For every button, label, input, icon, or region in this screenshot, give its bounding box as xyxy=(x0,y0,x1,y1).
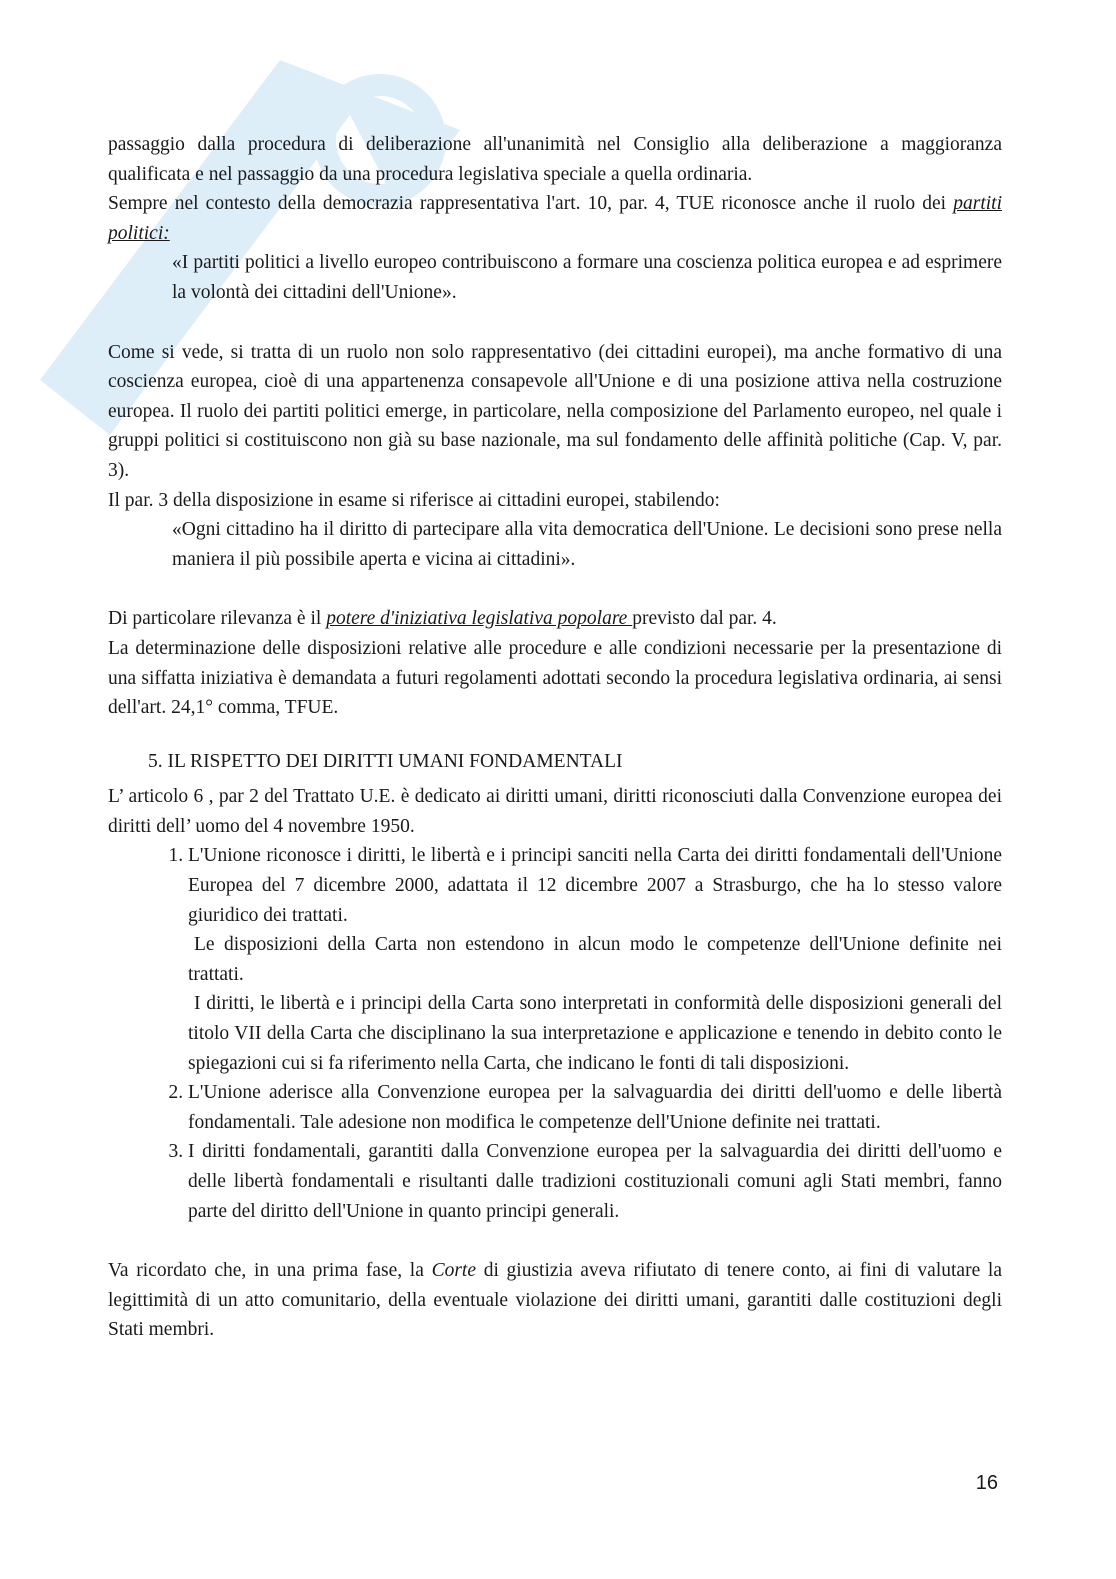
paragraph: Come si vede, si tratta di un ruolo non solo rappresentativo (dei cittadini europei), ma anche formativo di una coscienza europea, cioè di una appartenenza consapevole all'Unione e di una posizione attiva nella costruzione europea. Il ruolo dei partiti politici emerge, in particolare, nella composizione del Parlamento europeo, nel quale i gruppi politici si costituiscono non già su base nazionale, ma sul fondamento delle affinità politiche (Cap. V, par. 3). xyxy=(108,341,1002,481)
page-number: 16 xyxy=(975,1472,998,1494)
paragraph: passaggio dalla procedura di deliberazione all'unanimità nel Consiglio alla deliberazione a maggioranza qualificata e nel passaggio da una procedura legislativa speciale a quella ordinaria. xyxy=(108,134,1002,185)
quote-block: «Ogni cittadino ha il diritto di partecipare alla vita democratica dell'Unione. Le decisioni sono prese nella maniera il più possibile aperta e vicina ai cittadini». xyxy=(172,519,1002,570)
section-heading: 5. IL RISPETTO DEI DIRITTI UMANI FONDAMENTALI xyxy=(148,750,623,772)
iniziativa-legislativa-link: potere d'iniziativa legislativa popolare xyxy=(326,608,633,630)
numbered-list xyxy=(108,841,1002,1226)
quote-block: «I partiti politici a livello europeo contribuiscono a formare una coscienza politica europea e ad esprimere la volontà dei cittadini dell'Unione». xyxy=(172,252,1002,303)
paragraph: L’ articolo 6 , par 2 del Trattato U.E. è dedicato ai diritti umani, diritti riconosciuti dalla Convenzione europea dei diritti dell’ uomo del 4 novembre 1950. xyxy=(108,786,1002,837)
document-page xyxy=(108,130,1002,1345)
list-item: 3. I diritti fondamentali, garantiti dalla Convenzione europea per la salvaguardia dei diritti dell'uomo e delle libertà fondamentali e risultanti dalle tradizioni costituzionali comuni agli Stati membri, fanno parte del diritto dell'Unione in quanto principi generali. xyxy=(188,1137,1002,1226)
paragraph: Va ricordato che, in una prima fase, la Corte di giustizia aveva rifiutato di tenere conto, ai fini di valutare la legittimità di un atto comunitario, della eventuale violazione dei diritti umani, garantiti dalle costituzioni degli Stati membri. xyxy=(108,1260,1002,1341)
paragraph: Di particolare rilevanza è il potere d'iniziativa legislativa popolare previsto dal par. 4. xyxy=(108,608,777,630)
paragraph: La determinazione delle disposizioni relative alle procedure e alle condizioni necessarie per la presentazione di una siffatta iniziativa è demandata a futuri regolamenti adottati secondo la procedura legislativa ordinaria, ai sensi dell'art. 24,1° comma, TFUE. xyxy=(108,637,1002,719)
paragraph: Il par. 3 della disposizione in esame si riferisce ai cittadini europei, stabilendo: xyxy=(108,489,720,511)
list-item: 1. L'Unione riconosce i diritti, le libertà e i principi sanciti nella Carta dei diritti fondamentali dell'Unione Europea del 7 dicembre 2000, adattata il 12 dicembre 2007 a Strasburgo, che ha lo stesso valore giuridico dei trattati. Le disposizioni della Carta non estendono in alcun modo le competenze dell'Unione definite nei trattati. I diritti, le libertà e i principi della Carta sono interpretati in conformità delle disposizioni generali del titolo VII della Carta che disciplinano la sua interpretazione e applicazione e tenendo in debito conto le spiegazioni cui si fa riferimento nella Carta, che indicano le fonti di tali disposizioni. xyxy=(188,841,1002,1078)
list-item: 2. L'Unione aderisce alla Convenzione europea per la salvaguardia dei diritti dell'uomo e delle libertà fondamentali. Tale adesione non modifica le competenze dell'Unione definite nei trattati. xyxy=(188,1078,1002,1137)
partiti-politici-link: partiti politici: xyxy=(108,193,1002,244)
paragraph: Sempre nel contesto della democrazia rappresentativa l'art. 10, par. 4, TUE riconosce anche il ruolo dei partiti politici: xyxy=(108,193,1002,244)
